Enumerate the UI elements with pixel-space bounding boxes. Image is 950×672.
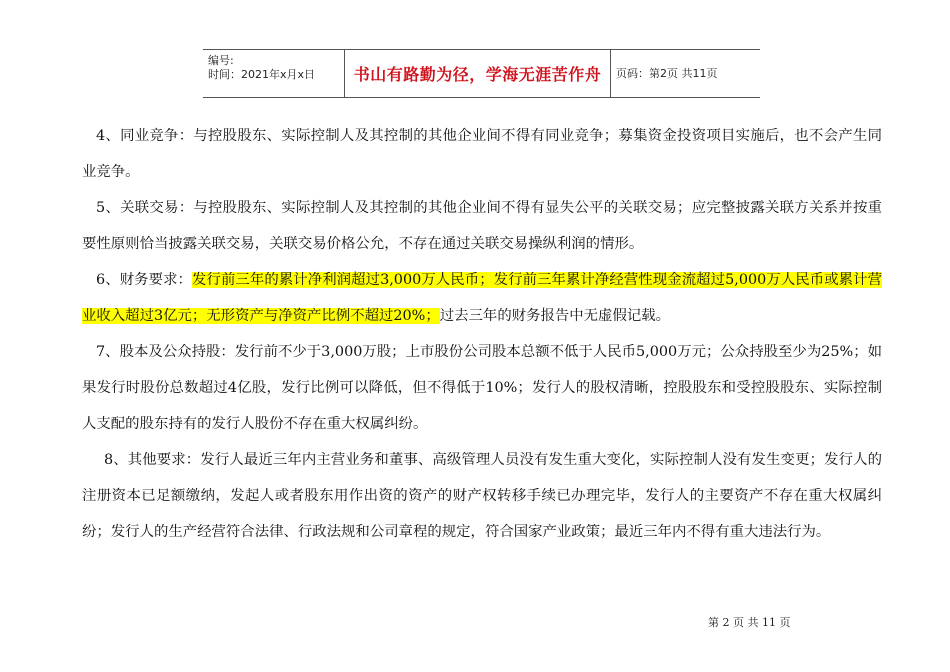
- financial-prefix: 6、财务要求：: [96, 272, 193, 288]
- page-footer: 第 2 页 共 11 页: [708, 616, 791, 629]
- header-meta-cell: [203, 50, 345, 97]
- header-number-label: 编号:: [208, 54, 234, 67]
- document-body: [82, 118, 882, 550]
- paragraph-share-capital: 7、股本及公众持股：发行前不少于3,000万股；上市股份公司股本总额不低于人民币5,000万元；公众持股至少为25%；如果发行时股份总数超过4亿股，发行比例可以降低，但不得低于10%；发行人的股权清晰，控股股东和受控股股东、实际控制人支配的股东持有的发行人股份不存在重大权属纠纷。: [82, 344, 882, 432]
- header-time-label: 时间：2021年x月x日: [208, 68, 316, 81]
- highlighted-text: 发行前三年的累计净利润超过3,000万人民币；发行前三年累计净经营性现金流超过5,000万人民币或累计营业收入超过3亿元；无形资产与净资产比例不超过20%；: [82, 272, 883, 324]
- financial-suffix: 过去三年的财务报告中无虚假记载。: [439, 308, 671, 324]
- paragraph-competition: 4、同业竞争：与控股股东、实际控制人及其控制的其他企业间不得有同业竞争；募集资金投资项目实施后，也不会产生同业竞争。: [82, 128, 882, 180]
- header-motto-cell: [345, 50, 611, 97]
- paragraph-related-transactions: 5、关联交易：与控股股东、实际控制人及其控制的其他企业间不得有显失公平的关联交易；应完整披露关联方关系并按重要性原则恰当披露关联交易，关联交易价格公允，不存在通过关联交易操纵利润的情形。: [82, 200, 882, 252]
- header-motto: 书山有路勤为径，学海无涯苦作舟: [353, 65, 602, 84]
- header-page-info: 页码：第2页 共11页: [616, 66, 718, 80]
- paragraph-other-requirements: 8、其他要求：发行人最近三年内主营业务和董事、高级管理人员没有发生重大变化，实际控制人没有发生变更；发行人的注册资本已足额缴纳，发起人或者股东用作出资的资产的财产权转移手续已办理完毕，发行人的主要资产不存在重大权属纠纷；发行人的生产经营符合法律、行政法规和公司章程的规定，符合国家产业政策；最近三年内不得有重大违法行为。: [82, 452, 882, 540]
- paragraph-financial-requirements: [82, 262, 882, 334]
- page-header: [203, 49, 760, 98]
- header-page-cell: [611, 50, 760, 97]
